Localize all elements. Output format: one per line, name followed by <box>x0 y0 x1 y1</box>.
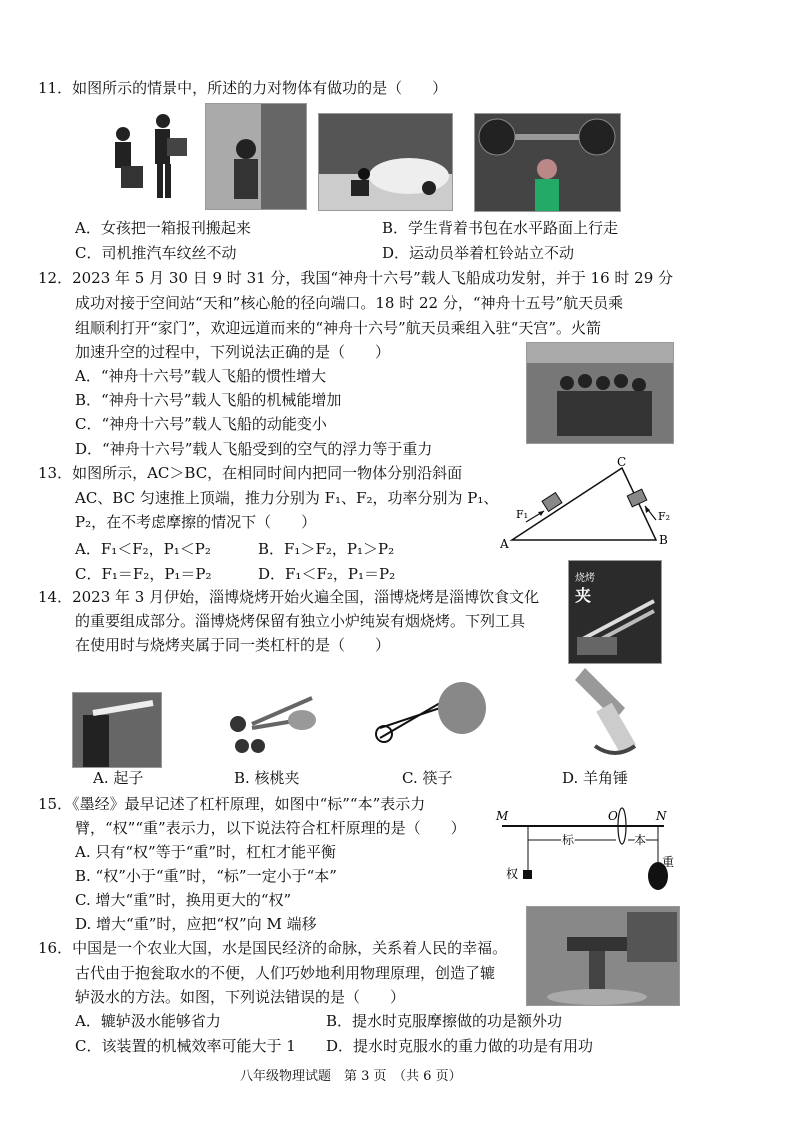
q12-line-2: 成功对接于空间站“天和”核心舱的径向端口。18 时 22 分，“神舟十五号”航天员乘 <box>75 294 624 312</box>
q12-line-3: 组顺利打开“家门”，欢迎远道而来的“神舟十六号”航天员乘组入驻“天宫”。火箭 <box>75 319 602 337</box>
q12-option-c: C．“神舟十六号”载人飞船的动能变小 <box>75 415 327 433</box>
q15-line-1: 15．《墨经》最早记述了杠杆原理，如图中“标”“本”表示力 <box>38 795 426 813</box>
q14-line-1: 14．2023 年 3 月伊始，淄博烧烤开始火遍全国，淄博烧烤是淄博饮食文化 <box>38 588 540 606</box>
q14-photo-bbq-tongs <box>568 560 662 664</box>
q12-line-1: 12．2023 年 5 月 30 日 9 时 31 分，我国“神舟十六号”载人飞船成功发射，并于 16 时 29 分 <box>38 269 674 287</box>
q13-option-d: D．F₁＜F₂，P₁＝P₂ <box>258 565 396 583</box>
q12-option-d: D．“神舟十六号”载人飞船受到的空气的浮力等于重力 <box>75 440 433 458</box>
q14-option-a: A. 起子 <box>93 769 144 787</box>
q15-label-n: N <box>656 809 667 823</box>
q16-line-2: 古代由于抱瓮取水的不便，人们巧妙地利用物理原理，创造了辘 <box>75 964 496 982</box>
q16-option-b: B．提水时克服摩擦做的功是额外功 <box>326 1012 563 1030</box>
q15-option-c: C. 增大“重”时，换用更大的“权” <box>75 891 292 909</box>
q14-photo-chopsticks <box>372 668 492 764</box>
q14-option-b: B. 核桃夹 <box>234 769 300 787</box>
q15-label-o: O <box>608 809 618 823</box>
q11-photo-student-backpack <box>205 103 307 210</box>
q16-option-c: C．该装置的机械效率可能大于 1 <box>75 1037 296 1055</box>
q13-option-c: C．F₁＝F₂，P₁＝P₂ <box>75 565 212 583</box>
q11-option-a: A．女孩把一箱报刊搬起来 <box>75 219 251 237</box>
q14-line-2: 的重要组成部分。淄博烧烤保留有独立小炉纯炭有烟烧烤。下列工具 <box>75 612 526 630</box>
q13-label-c: C <box>617 456 627 469</box>
q15-label-biao: 标 <box>562 833 575 847</box>
q15-line-2: 臂，“权”“重”表示力，以下说法符合杠杆原理的是（ ） <box>75 819 466 837</box>
q14-photo-claw-hammer <box>555 668 671 764</box>
q13-label-a: A <box>500 537 509 551</box>
q15-label-m: M <box>496 809 509 823</box>
q11-photo-girl-lifting <box>95 106 200 204</box>
q15-lever-diagram <box>494 804 684 902</box>
q13-option-b: B．F₁＞F₂，P₁＞P₂ <box>258 540 395 558</box>
q14-option-d: D. 羊角锤 <box>562 769 629 787</box>
q14-option-c: C. 筷子 <box>402 769 453 787</box>
q11-stem: 11．如图所示的情景中，所述的力对物体有做功的是（ ） <box>38 79 448 97</box>
q16-option-a: A．辘轳汲水能够省力 <box>75 1012 221 1030</box>
q11-photo-driver-pushing-car <box>318 113 453 211</box>
q13-line-1: 13．如图所示，AC＞BC，在相同时间内把同一物体分别沿斜面 <box>38 464 463 482</box>
page-footer: 八年级物理试题 第 3 页 （共 6 页） <box>240 1069 462 1084</box>
q14-photo-bottle-opener <box>72 692 162 768</box>
q15-label-quan: 权 <box>506 867 519 881</box>
q13-option-a: A．F₁＜F₂，P₁＜P₂ <box>75 540 211 558</box>
q12-option-a: A．“神舟十六号”载人飞船的惯性增大 <box>75 367 327 385</box>
q14-line-3: 在使用时与烧烤夹属于同一类杠杆的是（ ） <box>75 636 391 654</box>
q15-label-zhong: 重 <box>662 855 675 869</box>
q11-option-d: D．运动员举着杠铃站立不动 <box>382 244 575 262</box>
q14-photo-caption-1: 烧烤 <box>575 573 595 584</box>
q14-photo-caption-2: 夹 <box>575 586 592 605</box>
q15-option-a: A. 只有“权”等于“重”时，杠杠才能平衡 <box>75 843 337 861</box>
q15-option-b: B. “权”小于“重”时，“标”一定小于“本” <box>75 867 337 885</box>
q11-option-b: B．学生背着书包在水平路面上行走 <box>382 219 619 237</box>
q15-label-ben: 本 <box>634 833 647 847</box>
q13-label-f1: F₁ <box>516 508 529 521</box>
q13-line-2: AC、BC 匀速推上顶端，推力分别为 F₁、F₂，功率分别为 P₁、 <box>75 489 499 507</box>
q11-photo-weightlifter <box>474 113 621 212</box>
q13-line-3: P₂，在不考虑摩擦的情况下（ ） <box>75 513 317 531</box>
q13-label-b: B <box>659 533 668 547</box>
q16-photo-well-windlass <box>526 906 680 1006</box>
q11-option-c: C．司机推汽车纹丝不动 <box>75 244 237 262</box>
q16-line-1: 16．中国是一个农业大国，水是国民经济的命脉，关系着人民的幸福。 <box>38 939 508 957</box>
q13-label-f2: F₂ <box>658 510 671 523</box>
q12-photo-astronauts <box>526 342 674 444</box>
q16-option-d: D．提水时克服水的重力做的功是有用功 <box>326 1037 594 1055</box>
q13-incline-diagram <box>500 456 680 552</box>
q12-option-b: B．“神舟十六号”载人飞船的机械能增加 <box>75 391 342 409</box>
q12-line-4: 加速升空的过程中，下列说法正确的是（ ） <box>75 343 391 361</box>
q16-line-3: 轳汲水的方法。如图，下列说法错误的是（ ） <box>75 988 406 1006</box>
q15-option-d: D. 增大“重”时，应把“权”向 M 端移 <box>75 915 317 933</box>
q14-photo-nutcracker <box>212 684 324 760</box>
